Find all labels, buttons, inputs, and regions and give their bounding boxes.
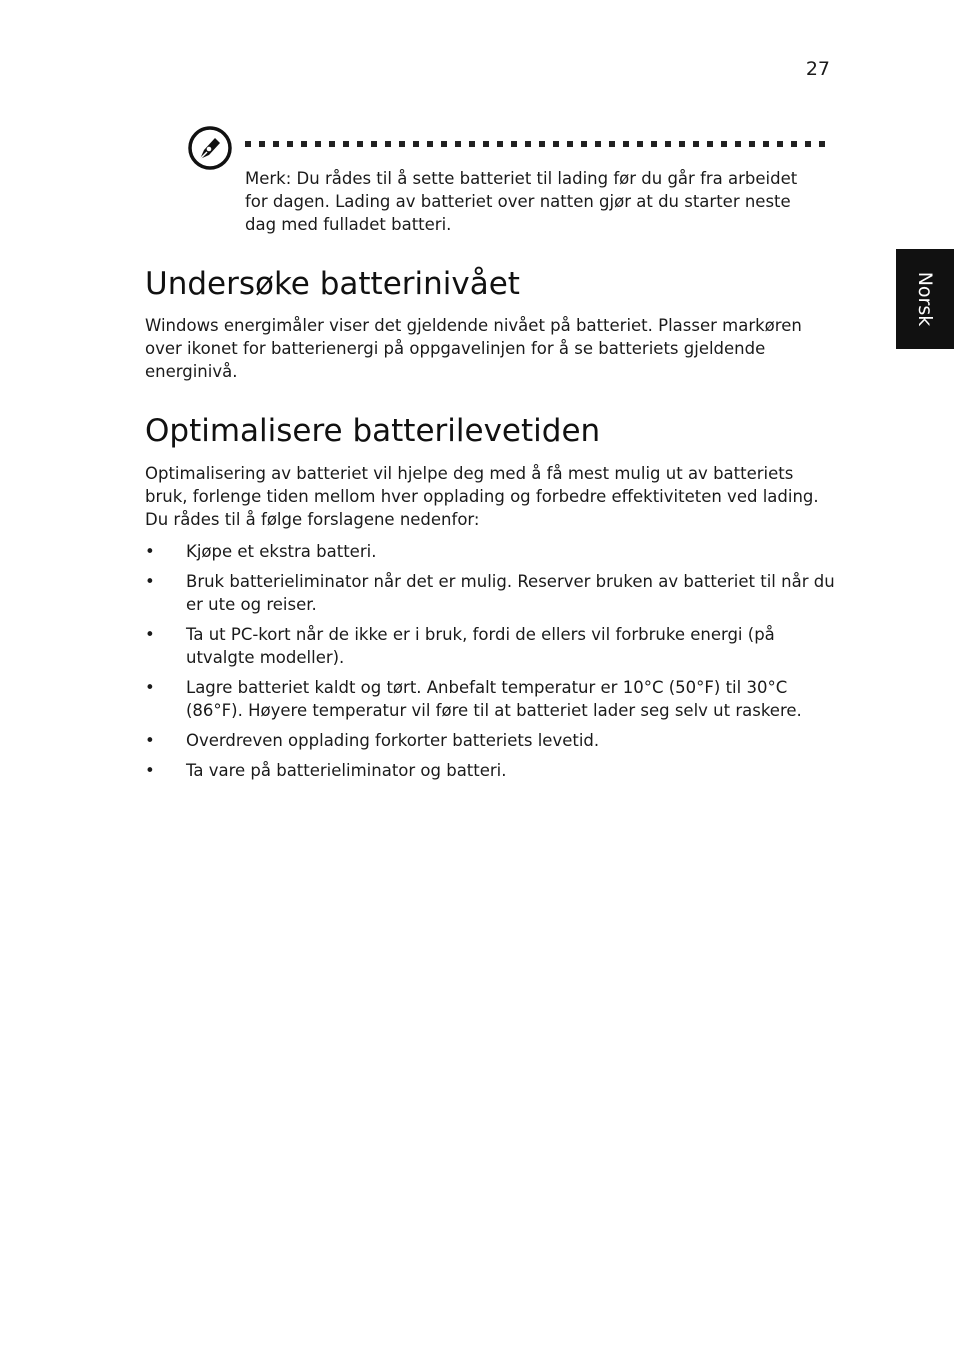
list-item-text: Overdreven opplading forkorter batteriets levetid.: [186, 731, 600, 750]
note-label: Merk:: [245, 169, 292, 188]
section-heading-battery-life: Optimalisere batterilevetiden: [145, 413, 601, 449]
list-item-text: Ta vare på batterieliminator og batteri.: [186, 761, 507, 780]
list-item: [145, 540, 835, 563]
list-item: [145, 676, 835, 722]
list-item: [145, 570, 835, 616]
list-item: [145, 729, 835, 752]
tips-list: [145, 540, 835, 789]
language-side-tab: [896, 249, 954, 349]
section-body-battery-level: Windows energimåler viser det gjeldende nivået på batteriet. Plasser markøren over ikonet for batterienergi på oppgavelinjen for å se batteriets gjeldende energinivå.: [145, 316, 802, 381]
bullet-marker: •: [145, 731, 155, 750]
bullet-marker: •: [145, 625, 155, 644]
side-tab-label: Norsk: [914, 271, 936, 327]
bullet-marker: •: [145, 761, 155, 780]
note-pen-icon: [187, 125, 233, 171]
note-divider: [245, 141, 830, 147]
list-item-text: Ta ut PC-kort når de ikke er i bruk, fordi de ellers vil forbruke energi (på utvalgte modeller).: [186, 625, 775, 667]
section-body-battery-life: Optimalisering av batteriet vil hjelpe deg med å få mest mulig ut av batteriets bruk, forlenge tiden mellom hver opplading og forbedre effektiviteten ved lading. Du rådes til å følge forslagene nedenfor:: [145, 464, 819, 529]
note-body: Du rådes til å sette batteriet til lading før du går fra arbeidet for dagen. Lading av batteriet over natten gjør at du starter neste dag med fulladet batteri.: [245, 169, 798, 234]
bullet-marker: •: [145, 542, 155, 561]
list-item-text: Bruk batterieliminator når det er mulig. Reserver bruken av batteriet til når du er ute og reiser.: [186, 572, 835, 614]
list-item: [145, 759, 835, 782]
list-item-text: Lagre batteriet kaldt og tørt. Anbefalt temperatur er 10°C (50°F) til 30°C (86°F). Høyere temperatur vil føre til at batteriet lader seg selv ut raskere.: [186, 678, 802, 720]
bullet-marker: •: [145, 678, 155, 697]
list-item-text: Kjøpe et ekstra batteri.: [186, 542, 377, 561]
page-number: 27: [805, 58, 830, 80]
bullet-marker: •: [145, 572, 155, 591]
note-text: [245, 167, 805, 236]
section-heading-battery-level: Undersøke batterinivået: [145, 266, 520, 302]
list-item: [145, 623, 835, 669]
